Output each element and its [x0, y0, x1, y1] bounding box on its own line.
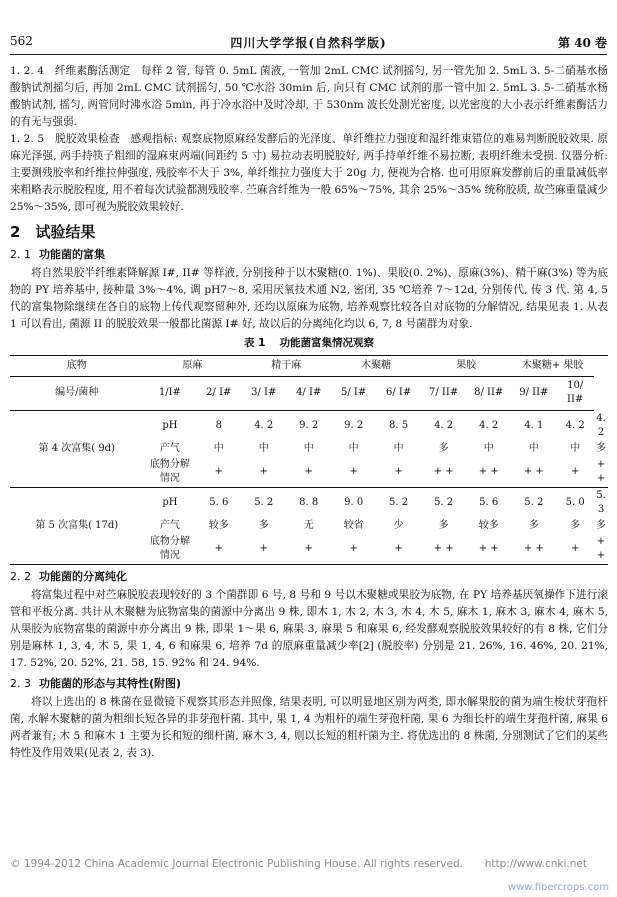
subsection-title: 功能菌的富集 [39, 248, 105, 261]
subsection-number: 2. 2 [10, 569, 31, 583]
table-row [10, 487, 608, 518]
number-cell: 10/ II# [556, 377, 594, 411]
table-cell: + [394, 542, 403, 554]
number-cell: 5/ I# [331, 377, 376, 411]
section-heading-2: 2 试验结果 [10, 223, 96, 241]
table-cell: + [570, 465, 580, 477]
number-cell: 4/ I# [286, 377, 331, 411]
number-cell: 2/ I# [196, 377, 241, 411]
substrate-header-row [10, 356, 608, 377]
table-cell: 多 [438, 519, 449, 531]
indicator-label: 产气 [159, 519, 180, 531]
number-cell: 7/ II# [421, 377, 466, 411]
table-cell: 中 [570, 442, 581, 454]
table-cell: 中 [303, 442, 314, 454]
table-cell: + + [523, 542, 544, 554]
subsection-heading-2-3 [10, 675, 608, 692]
table-cell: 4. 2 [479, 419, 499, 431]
table-title: 功能菌富集情况观察 [279, 337, 374, 349]
table-cell: 4. 2 [596, 412, 606, 438]
substrate-cell: 原麻 [144, 356, 242, 377]
table-cell: 4. 2 [565, 419, 585, 431]
table-cell: 8 [215, 419, 222, 431]
table-cell: 无 [303, 519, 314, 531]
table-cell: 较多 [478, 519, 499, 531]
subsection-number: 2. 3 [10, 676, 31, 690]
substrate-header: 底物 [10, 356, 144, 377]
footer-site-link[interactable]: http://www.cnki.net [484, 858, 587, 870]
indicator-label: pH [144, 487, 197, 518]
table-cell: 5. 2 [241, 487, 286, 518]
number-cell: 1/I# [144, 377, 197, 411]
table-cell: 多 [570, 519, 581, 531]
table-cell: 9. 0 [331, 487, 376, 518]
indicator-label: 底物分解情况 [149, 535, 190, 561]
number-cell: 3/ I# [241, 377, 286, 411]
table-cell: + + [433, 542, 454, 554]
paragraph-1-2-5: 1. 2. 5 脱胶效果检查 感观指标: 观察底物原麻经发酵后的光泽度、单纤维拉力强度和湿纤维束错位的难易判断脱胶效果. 原麻光泽强, 两手持筷子粗细的湿麻束两端(间距约 5 寸) 易拉动表明脱胶好, 两手持单纤维不易拉断, 表明纤维未受损. 仪器分析: 主要测残胶率和纤维拉伸强度, 残胶率不大于 3%, 单纤维拉力强度大于 20g 力, 便视为合格. 也可用原麻发酵前后的重量减低率来粗略表示脱胶程度, 用不着每次试验都测残胶率. 苎麻含纤维为一般 65%～75%, 其余 25%～35% 统称胶质, 故苎麻重量减少 25%～35%, 即可视为脱胶效果较好. [10, 133, 608, 213]
number-cell: 9/ II# [511, 377, 556, 411]
group-label: 第 5 次富集( 17d) [10, 487, 144, 564]
table-cell: 多 [596, 442, 606, 454]
table-cell: 中 [258, 442, 269, 454]
table-cell: + [304, 542, 313, 554]
number-cell: 6/ I# [376, 377, 421, 411]
running-header [10, 34, 607, 54]
table-cell: 9. 2 [299, 419, 319, 431]
paragraph-2-3: 将以上选出的 8 株菌在显微镜下观察其形态并照像, 结果表明, 可以明显地区别为两类, 即水解果胶的菌为端生梭状芽孢杆菌, 水解木聚糖的菌为粗细长短各异的非芽孢杆菌. 其中, 果 1, 4 为粗杆的端生芽孢杆菌, 果 6 为细长杆的端生芽孢杆菌, 麻果 6 两者兼有; 木 5 和麻木 1 主要为长和短的细杆菌, 麻木 3, 4, 则以长短的粗杆菌为主. 将优选出的 8 株菌, 分别测试了它们的某些特性及作用效果(见表 2, 表 3). [10, 695, 608, 759]
subsection-title: 功能菌的分离纯化 [39, 569, 127, 583]
table-cell: 中 [393, 442, 404, 454]
table-cell: + [349, 542, 358, 554]
substrate-cell: 精干麻 [241, 356, 331, 377]
page-number: 562 [10, 34, 33, 48]
table-cell: 5. 6 [196, 487, 241, 518]
enrichment-table [10, 355, 608, 565]
paragraph-1-2-4: 1. 2. 4 纤维素酶活测定 每样 2 管, 每管 0. 5mL 菌液, 一管加 2mL CMC 试剂摇匀, 另一管先加 2. 5mL 3. 5-二硝基水杨酸钠试剂摇匀后, 再加 2mL CMC 试剂摇匀, 50 ℃水浴 30min 后, 向只有 CMC 试剂的那一管中加 2. 5mL 3. 5-二硝基水杨酸钠试剂, 摇匀, 两管同时沸水浴 5min, 再于冷水浴中及时冷却, 于 530nm 波长处测光密度, 以光密度的大小表示纤维素酶活力的有无与强弱. [10, 65, 608, 128]
table-cell: 中 [528, 442, 539, 454]
table-cell: 8. 5 [389, 419, 409, 431]
copyright-text: © 1994-2012 China Academic Journal Electronic Publishing House. All rights reserved. [10, 858, 463, 870]
table-cell: + + [478, 542, 499, 554]
table-cell: 多 [528, 519, 539, 531]
substrate-cell: 木聚糖+ 果胶 [511, 356, 594, 377]
table-cell: + + [596, 535, 606, 561]
number-cell: 8/ II# [466, 377, 511, 411]
volume-label: 第 40 卷 [557, 36, 607, 50]
table-cell: 5. 3 [594, 487, 608, 518]
number-header-row [10, 377, 608, 411]
table-caption [10, 335, 608, 352]
table-cell: + [349, 465, 358, 477]
journal-title: 四川大学学报(自然科学版) [230, 36, 387, 50]
table-cell: 中 [348, 442, 359, 454]
table-cell: 4. 1 [524, 419, 544, 431]
subsection-number: 2. 1 [10, 248, 31, 261]
table-cell: + [214, 465, 223, 477]
table-cell: 多 [258, 519, 269, 531]
table-cell: 多 [596, 519, 606, 531]
table-cell: 少 [393, 519, 404, 531]
indicator-label: pH [162, 419, 178, 431]
table-cell: + + [596, 458, 606, 484]
body-content [10, 63, 608, 762]
paragraph-2-2: 将富集过程中对苎麻脱胶表现较好的 3 个菌群即 6 号, 8 号和 9 号以木聚糖或果胶为底物, 在 PY 培养基厌氧操作下进行滚管和平板分离. 共计从木聚糖为底物富集的菌源中分离出 9 株, 即木 1, 木 2, 木 3, 木 4, 木 5, 麻木 1, 麻木 3, 麻木 4, 麻木 5, 从果胶为底物富集的菌源中亦分离出 9 株, 即果 1～果 6, 麻果 3, 麻果 5 和麻果 6, 经发酵观察脱胶效果较好的有 8 株, 它们分别是麻林 1, 3, 4, 木 5, 果 1, 4, 6 和麻果 6, 培养 7d 的原麻重量减少率[2] (脱胶率) 分别是 21. 26%, 16. 46%, 20. 21%, 17. 52%, 20. 52%, 21. 58, 15. 92% 和 24. 94%. [10, 588, 608, 669]
table-cell: + [214, 542, 223, 554]
table-cell: 多 [438, 442, 449, 454]
table-cell: 9. 2 [344, 419, 364, 431]
indicator-label: 产气 [159, 442, 180, 454]
table-cell: + [259, 542, 268, 554]
table-cell: + [570, 542, 580, 554]
substrate-cell: 木聚糖 [331, 356, 421, 377]
substrate-cell: 果胶 [421, 356, 511, 377]
table-cell: + + [433, 465, 454, 477]
table-cell: 5. 2 [421, 487, 466, 518]
table-cell: 中 [213, 442, 224, 454]
group-label: 第 4 次富集( 9d) [38, 442, 115, 454]
table-cell: 4. 2 [434, 419, 454, 431]
table-cell: 4. 2 [254, 419, 274, 431]
table-cell: 5. 2 [376, 487, 421, 518]
table-cell: 较省 [343, 519, 364, 531]
table-cell: + + [478, 465, 499, 477]
table-cell: 5. 0 [556, 487, 594, 518]
paragraph-2-1: 将自然果胶半纤维素降解源 I#, II# 等样液, 分别接种于以木聚糖(0. 1%)、果胶(0. 2%)、原麻(3%)、精干麻(3%) 等为底物的 PY 培养基中, 接种量 3%～4%, 调 pH7～8, 采用厌氧技术通 N2, 密闭, 35 ℃培养 7～12d, 分别传代, 传 3 代. 第 4, 5 代的富集物除继续在各自的底物上传代观察留种外, 还均以原麻为底物, 培养观察比较各自对底物的分解情况, 结果见表 1. 从表 1 可以看出, 菌源 II 的脱胶效果一般都比菌源 I# 好, 故以后的分离纯化均以 6, 7, 8 号菌群为对象. [10, 267, 608, 330]
subsection-heading-2-2 [10, 568, 608, 585]
table-cell: 8. 8 [286, 487, 331, 518]
table-row [10, 411, 608, 441]
table-cell: 中 [483, 442, 494, 454]
subsection-title: 功能菌的形态与其特性(附图) [39, 676, 182, 690]
table-cell: + [394, 465, 403, 477]
table-cell: 5. 2 [511, 487, 556, 518]
header-rule [10, 54, 607, 55]
table-cell: 5. 6 [466, 487, 511, 518]
table-cell: + + [523, 465, 544, 477]
watermark-text: www.fibercrops.com [507, 882, 609, 893]
subsection-heading-2-1 [10, 246, 608, 263]
indicator-label: 底物分解情况 [149, 458, 190, 484]
table-number: 表 1 [244, 337, 266, 349]
table-cell: + [304, 465, 313, 477]
table-cell: + [259, 465, 268, 477]
table-cell: 较多 [208, 519, 229, 531]
number-header: 编号/菌种 [10, 377, 144, 411]
